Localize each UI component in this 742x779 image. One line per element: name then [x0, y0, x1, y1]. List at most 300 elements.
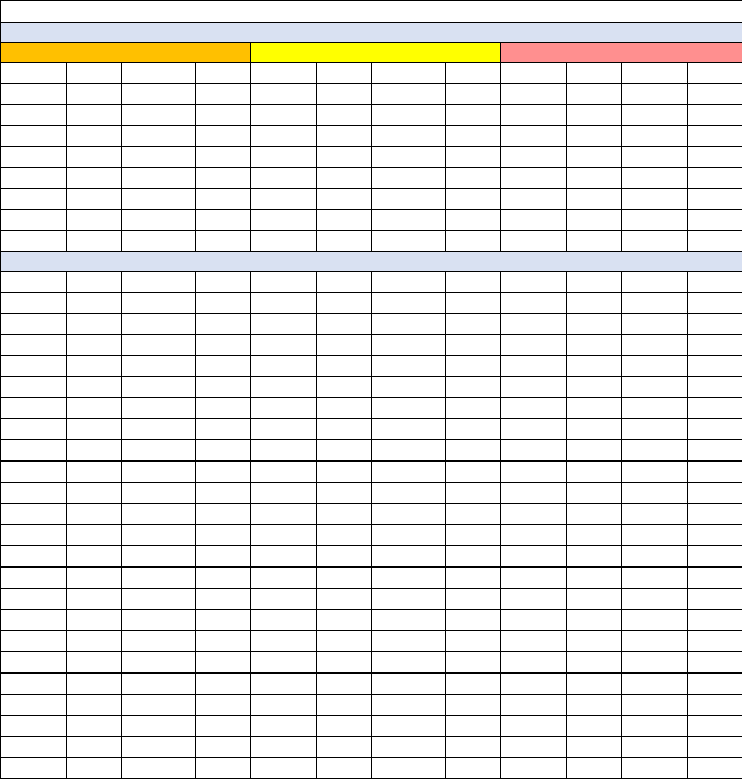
appear-row — [1, 231, 742, 252]
values-cell — [122, 293, 196, 314]
values-cell — [67, 483, 122, 504]
values-cell — [622, 293, 688, 314]
values-cell — [196, 567, 251, 589]
values-cell — [67, 589, 122, 610]
values-cell — [501, 419, 567, 440]
values-cell — [1, 589, 67, 610]
values-cell — [501, 525, 567, 546]
values-cell — [567, 695, 622, 716]
group-orange-stone — [251, 43, 501, 63]
values-cell — [317, 483, 372, 504]
values-cell — [688, 589, 742, 610]
values-row — [1, 631, 742, 652]
appear-cell — [317, 126, 372, 147]
values-cell — [501, 440, 567, 462]
appear-cell — [501, 84, 567, 105]
values-cell — [317, 631, 372, 652]
appear-cell — [372, 147, 446, 168]
values-cell — [567, 673, 622, 695]
values-cell — [688, 673, 742, 695]
appear-cell — [622, 189, 688, 210]
appear-cell — [567, 126, 622, 147]
appear-cell — [122, 84, 196, 105]
values-cell — [501, 546, 567, 568]
values-cell — [567, 546, 622, 568]
appear-section-row — [1, 23, 742, 43]
values-cell — [372, 356, 446, 377]
values-header-max — [122, 272, 196, 293]
values-cell — [67, 610, 122, 631]
appear-cell — [688, 84, 742, 105]
values-cell — [501, 610, 567, 631]
appear-cell — [317, 84, 372, 105]
values-cell — [567, 335, 622, 356]
appear-cell — [1, 147, 67, 168]
values-cell — [372, 737, 446, 758]
values-cell — [372, 483, 446, 504]
values-cell — [317, 525, 372, 546]
values-cell — [567, 398, 622, 419]
appear-cell — [251, 105, 317, 126]
values-cell — [317, 356, 372, 377]
values-cell — [251, 758, 317, 779]
appear-row — [1, 105, 742, 126]
appear-cell — [122, 147, 196, 168]
values-row — [1, 293, 742, 314]
group-yellow-stone — [501, 43, 742, 63]
appear-header-stage — [622, 63, 688, 84]
appear-cell — [67, 210, 122, 231]
appear-row — [1, 84, 742, 105]
values-cell — [196, 758, 251, 779]
appear-cell — [372, 189, 446, 210]
appear-cell — [196, 189, 251, 210]
values-cell — [1, 356, 67, 377]
values-cell — [251, 525, 317, 546]
values-cell — [317, 567, 372, 589]
values-cell — [622, 610, 688, 631]
values-cell — [688, 695, 742, 716]
values-cell — [196, 419, 251, 440]
values-row — [1, 461, 742, 483]
values-cell — [688, 293, 742, 314]
appear-cell — [372, 231, 446, 252]
appear-cell — [446, 105, 501, 126]
values-cell — [122, 652, 196, 674]
values-cell — [501, 652, 567, 674]
appear-cell — [317, 168, 372, 189]
values-cell — [317, 335, 372, 356]
appear-header-attribute — [501, 63, 567, 84]
values-cell — [501, 356, 567, 377]
values-cell — [251, 673, 317, 695]
values-cell — [567, 716, 622, 737]
values-cell — [372, 546, 446, 568]
values-cell — [196, 293, 251, 314]
values-cell — [251, 356, 317, 377]
appear-row — [1, 168, 742, 189]
values-cell — [622, 314, 688, 335]
values-cell — [67, 652, 122, 674]
appear-header-stage — [372, 63, 446, 84]
appear-cell — [251, 231, 317, 252]
values-cell — [622, 504, 688, 525]
values-cell — [446, 440, 501, 462]
values-cell — [501, 673, 567, 695]
values-cell — [372, 631, 446, 652]
values-cell — [372, 293, 446, 314]
values-cell — [196, 546, 251, 568]
values-cell — [622, 419, 688, 440]
values-cell — [1, 335, 67, 356]
values-cell — [122, 419, 196, 440]
values-cell — [501, 631, 567, 652]
values-cell — [372, 589, 446, 610]
values-cell — [122, 737, 196, 758]
values-cell — [372, 567, 446, 589]
values-cell — [67, 377, 122, 398]
values-cell — [622, 716, 688, 737]
values-cell — [196, 504, 251, 525]
appear-cell — [67, 231, 122, 252]
values-cell — [446, 673, 501, 695]
values-cell — [688, 398, 742, 419]
appear-cell — [1, 126, 67, 147]
values-cell — [501, 589, 567, 610]
appear-row — [1, 126, 742, 147]
values-cell — [688, 652, 742, 674]
appear-cell — [1, 189, 67, 210]
values-cell — [122, 695, 196, 716]
appear-cell — [688, 147, 742, 168]
values-cell — [501, 737, 567, 758]
values-row — [1, 314, 742, 335]
values-cell — [372, 758, 446, 779]
values-cell — [251, 504, 317, 525]
values-cell — [67, 335, 122, 356]
values-cell — [688, 504, 742, 525]
values-cell — [196, 716, 251, 737]
values-cell — [1, 525, 67, 546]
values-cell — [1, 673, 67, 695]
appear-cell — [251, 210, 317, 231]
values-cell — [372, 335, 446, 356]
appear-cell — [196, 84, 251, 105]
values-cell — [317, 695, 372, 716]
values-cell — [372, 314, 446, 335]
appear-cell — [317, 147, 372, 168]
values-cell — [622, 461, 688, 483]
values-cell — [251, 377, 317, 398]
values-cell — [688, 335, 742, 356]
values-cell — [67, 461, 122, 483]
appear-cell — [317, 210, 372, 231]
appear-cell — [67, 105, 122, 126]
values-cell — [251, 546, 317, 568]
values-row — [1, 716, 742, 737]
values-cell — [688, 525, 742, 546]
values-cell — [501, 314, 567, 335]
values-cell — [122, 546, 196, 568]
appear-cell — [67, 147, 122, 168]
appear-cell — [688, 126, 742, 147]
appear-cell — [317, 105, 372, 126]
values-cell — [196, 314, 251, 335]
appear-cell — [501, 231, 567, 252]
values-cell — [622, 589, 688, 610]
values-cell — [196, 631, 251, 652]
values-cell — [622, 335, 688, 356]
appear-header-stage-rate — [196, 63, 251, 84]
values-cell — [122, 377, 196, 398]
values-cell — [501, 483, 567, 504]
values-cell — [622, 631, 688, 652]
appear-cell — [501, 126, 567, 147]
values-row — [1, 398, 742, 419]
values-cell — [1, 631, 67, 652]
appear-cell — [196, 210, 251, 231]
values-cell — [251, 398, 317, 419]
values-cell — [372, 525, 446, 546]
appear-header-rate — [67, 63, 122, 84]
group-red-stone — [1, 43, 251, 63]
appear-cell — [688, 189, 742, 210]
values-cell — [446, 377, 501, 398]
values-row — [1, 377, 742, 398]
values-cell — [196, 461, 251, 483]
values-cell — [196, 610, 251, 631]
values-cell — [196, 589, 251, 610]
values-cell — [122, 461, 196, 483]
values-cell — [501, 695, 567, 716]
values-cell — [622, 398, 688, 419]
appear-cell — [67, 84, 122, 105]
appear-cell — [196, 105, 251, 126]
values-cell — [1, 419, 67, 440]
values-cell — [67, 314, 122, 335]
values-cell — [122, 631, 196, 652]
appear-cell — [446, 84, 501, 105]
values-cell — [688, 377, 742, 398]
values-cell — [372, 419, 446, 440]
values-cell — [317, 673, 372, 695]
values-cell — [567, 758, 622, 779]
appear-cell — [251, 147, 317, 168]
values-cell — [567, 377, 622, 398]
values-cell — [446, 461, 501, 483]
appear-cell — [688, 210, 742, 231]
values-cell — [501, 335, 567, 356]
values-row — [1, 673, 742, 695]
values-cell — [251, 589, 317, 610]
appear-cell — [1, 168, 67, 189]
values-cell — [196, 356, 251, 377]
values-cell — [251, 335, 317, 356]
values-cell — [251, 652, 317, 674]
values-cell — [622, 737, 688, 758]
values-cell — [372, 504, 446, 525]
values-cell — [196, 398, 251, 419]
values-cell — [196, 525, 251, 546]
appear-section-title — [1, 23, 742, 43]
group-header-row — [1, 43, 742, 63]
values-cell — [501, 398, 567, 419]
values-cell — [67, 695, 122, 716]
values-cell — [317, 504, 372, 525]
appear-cell — [688, 105, 742, 126]
values-row — [1, 567, 742, 589]
values-row — [1, 356, 742, 377]
values-header-row — [1, 272, 742, 293]
appear-cell — [1, 105, 67, 126]
values-cell — [317, 398, 372, 419]
values-cell — [372, 440, 446, 462]
values-cell — [1, 737, 67, 758]
values-cell — [1, 314, 67, 335]
values-cell — [67, 504, 122, 525]
values-cell — [372, 716, 446, 737]
appear-cell — [122, 210, 196, 231]
values-cell — [67, 631, 122, 652]
values-cell — [317, 758, 372, 779]
values-cell — [688, 567, 742, 589]
values-cell — [567, 293, 622, 314]
values-cell — [1, 504, 67, 525]
values-cell — [67, 525, 122, 546]
values-cell — [567, 652, 622, 674]
appear-row — [1, 210, 742, 231]
appear-cell — [251, 84, 317, 105]
values-cell — [1, 461, 67, 483]
appear-cell — [501, 189, 567, 210]
values-cell — [251, 419, 317, 440]
appear-cell — [688, 168, 742, 189]
appear-cell — [1, 231, 67, 252]
values-row — [1, 440, 742, 462]
values-cell — [567, 314, 622, 335]
appear-cell — [317, 189, 372, 210]
appear-cell — [501, 105, 567, 126]
appear-cell — [251, 189, 317, 210]
appear-cell — [67, 168, 122, 189]
values-cell — [1, 377, 67, 398]
values-header-max — [622, 272, 688, 293]
values-row — [1, 610, 742, 631]
values-row — [1, 419, 742, 440]
values-cell — [122, 567, 196, 589]
values-cell — [567, 567, 622, 589]
appear-cell — [622, 231, 688, 252]
values-cell — [122, 673, 196, 695]
values-row — [1, 758, 742, 779]
values-row — [1, 525, 742, 546]
appear-cell — [122, 105, 196, 126]
values-cell — [567, 356, 622, 377]
values-cell — [446, 610, 501, 631]
appear-cell — [501, 168, 567, 189]
values-cell — [317, 652, 372, 674]
values-cell — [317, 419, 372, 440]
values-cell — [446, 737, 501, 758]
appear-cell — [567, 231, 622, 252]
values-cell — [122, 589, 196, 610]
appear-cell — [622, 126, 688, 147]
values-cell — [1, 610, 67, 631]
values-cell — [67, 737, 122, 758]
values-cell — [251, 695, 317, 716]
appear-header-row — [1, 63, 742, 84]
values-cell — [122, 335, 196, 356]
appear-cell — [688, 231, 742, 252]
values-cell — [122, 716, 196, 737]
values-header-rate — [688, 272, 742, 293]
appear-row — [1, 147, 742, 168]
values-cell — [622, 758, 688, 779]
appear-cell — [446, 210, 501, 231]
values-cell — [122, 398, 196, 419]
values-cell — [567, 419, 622, 440]
values-cell — [446, 758, 501, 779]
values-header-min — [567, 272, 622, 293]
values-cell — [446, 546, 501, 568]
values-cell — [688, 314, 742, 335]
appear-cell — [317, 231, 372, 252]
appear-cell — [501, 210, 567, 231]
values-cell — [1, 483, 67, 504]
appear-cell — [567, 105, 622, 126]
appear-cell — [122, 189, 196, 210]
values-cell — [622, 695, 688, 716]
values-cell — [372, 398, 446, 419]
values-row — [1, 335, 742, 356]
values-cell — [688, 356, 742, 377]
values-cell — [446, 652, 501, 674]
appear-cell — [196, 126, 251, 147]
values-cell — [67, 440, 122, 462]
values-cell — [567, 504, 622, 525]
values-cell — [251, 737, 317, 758]
appear-cell — [446, 189, 501, 210]
appear-cell — [122, 126, 196, 147]
values-cell — [688, 631, 742, 652]
values-cell — [567, 461, 622, 483]
values-cell — [622, 567, 688, 589]
values-header-min — [67, 272, 122, 293]
appear-header-attribute — [251, 63, 317, 84]
values-cell — [1, 440, 67, 462]
values-header-attribute — [1, 272, 67, 293]
values-section-title — [1, 252, 742, 272]
appear-cell — [196, 231, 251, 252]
values-cell — [122, 440, 196, 462]
values-row — [1, 737, 742, 758]
values-cell — [122, 314, 196, 335]
values-cell — [317, 314, 372, 335]
values-cell — [501, 504, 567, 525]
values-cell — [122, 758, 196, 779]
appear-cell — [622, 147, 688, 168]
values-cell — [67, 716, 122, 737]
values-row — [1, 504, 742, 525]
values-row — [1, 589, 742, 610]
values-cell — [1, 398, 67, 419]
appear-header-stage-rate — [446, 63, 501, 84]
values-cell — [622, 673, 688, 695]
appear-header-stage-rate — [688, 63, 742, 84]
appear-cell — [122, 168, 196, 189]
values-cell — [67, 673, 122, 695]
appear-cell — [196, 168, 251, 189]
